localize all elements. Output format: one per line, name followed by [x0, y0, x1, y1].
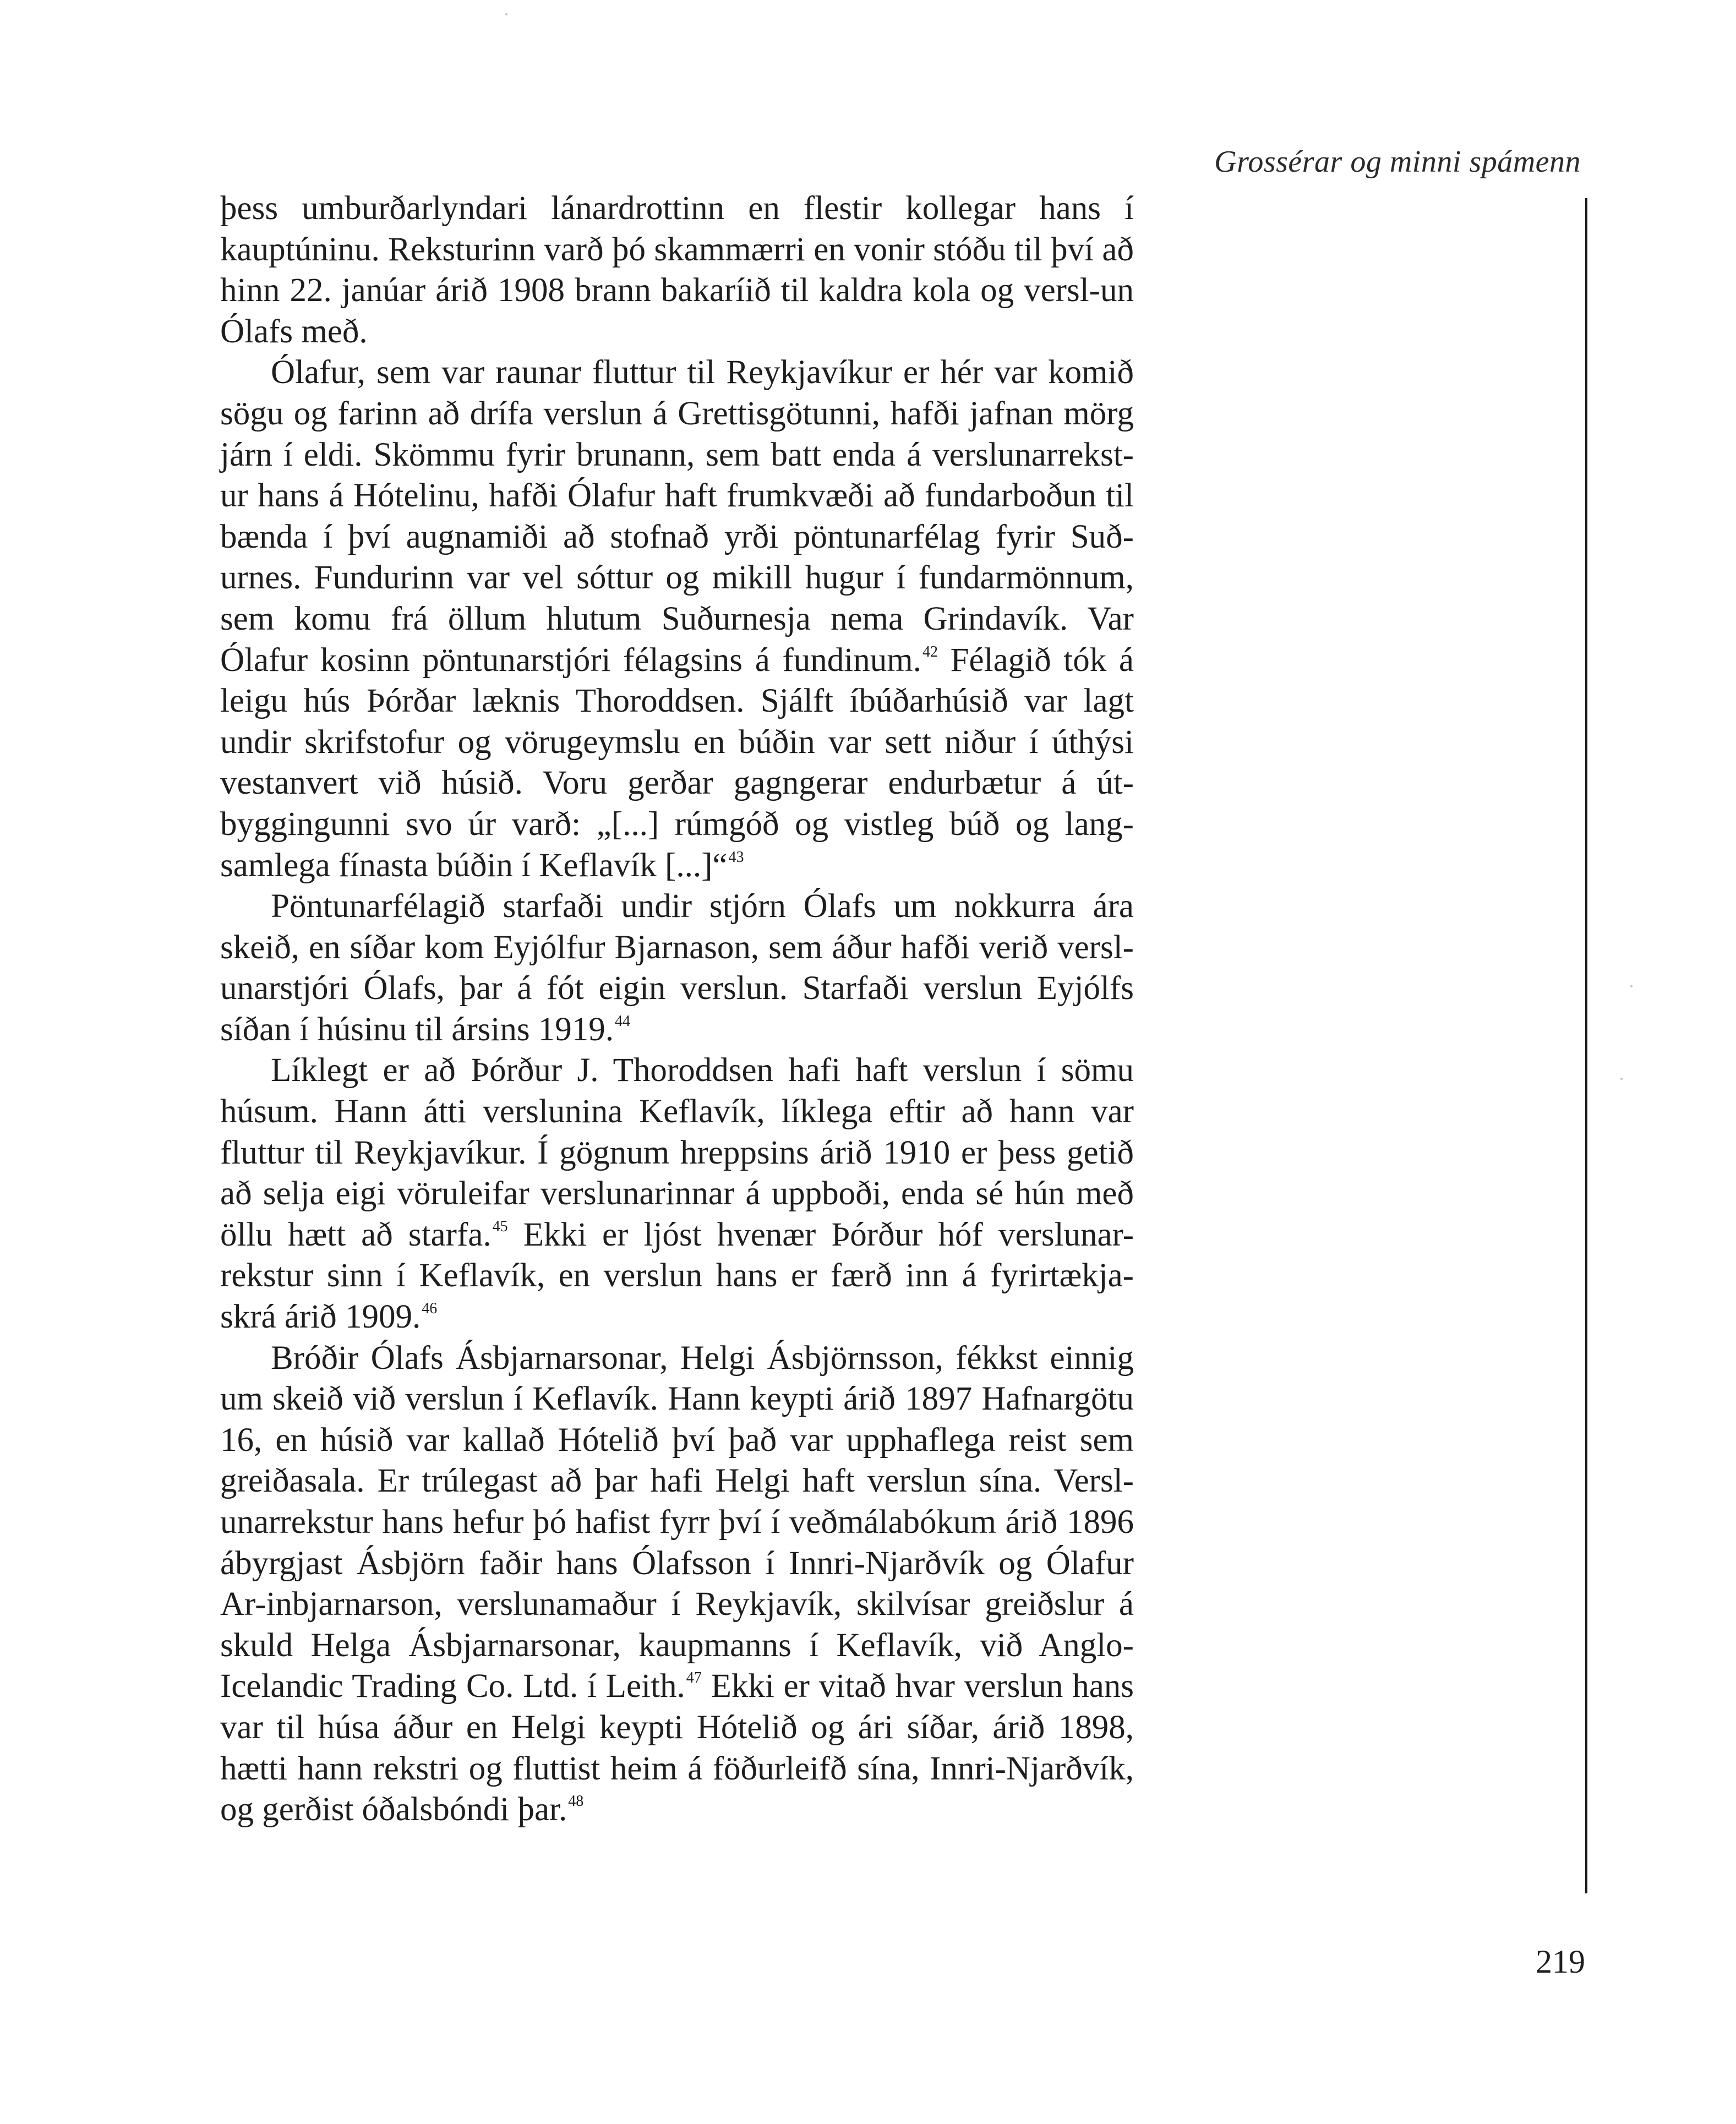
footnote-reference: 46: [422, 1300, 438, 1318]
footnote-reference: 48: [568, 1793, 584, 1810]
paragraph-text: Bróðir Ólafs Ásbjarnarsonar, Helgi Ásbjörnsson, fékkst einnig um skeið við verslun í Keflavík. Hann keypti árið 1897 Hafnargötu 16, en húsið var kallað Hótelið því það var upphaflega reist sem greiðasala. Er trúlegast að þar hafi Helgi haft verslun sína. Versl-unarrekstur hans hefur þó hafist fyrr því í veðmálabókum árið 1896 ábyrgjast Ásbjörn faðir hans Ólafsson í Innri-Njarðvík og Ólafur Ar-inbjarnarson, verslunamaður í Reykjavík, skilvísar greiðslur á skuld Helga Ásbjarnarsonar, kaupmanns í Keflavík, við Anglo-Icelandic Trading Co. Ltd. í Leith.: [220, 1339, 1134, 1705]
paragraph-text: Ekki er vitað hvar verslun hans var til húsa áður en Helgi keypti Hótelið og ári síðar, árið 1898, hætti hann rekstri og fluttist heim á föðurleifð sína, Innri-Njarðvík, og gerðist óðalsbóndi þar.: [220, 1668, 1134, 1828]
paragraph: [220, 1338, 1134, 1831]
running-head: Grossérar og minni spámenn: [1214, 145, 1581, 179]
paper-speck: [505, 13, 507, 15]
page-number: 219: [1536, 1943, 1585, 1980]
paragraph-text: þess umburðarlyndari lánardrottinn en flestir kollegar hans í kauptúninu. Reksturinn varð þó skammærri en vonir stóðu til því að hinn 22. janúar árið 1908 brann bakaríið til kaldra kola og versl-un Ólafs með.: [220, 190, 1134, 350]
margin-rule: [1585, 198, 1587, 1893]
paragraph: [220, 886, 1134, 1050]
paragraph-text: Ólafur, sem var raunar fluttur til Reykjavíkur er hér var komið sögu og farinn að drífa verslun á Grettisgötunni, hafði jafnan mörg járn í eldi. Skömmu fyrir brunann, sem batt enda á verslunarrekst-ur hans á Hótelinu, hafði Ólafur haft frumkvæði að fundarboðun til bænda í því augnamiði að stofnað yrði pöntunarfélag fyrir Suð-urnes. Fundurinn var vel sóttur og mikill hugur í fundarmönnum, sem komu frá öllum hlutum Suðurnesja nema Grindavík. Var Ólafur kosinn pöntunarstjóri félagsins á fundinum.: [220, 354, 1134, 679]
paragraph: [220, 1050, 1134, 1337]
paragraph-text: Líklegt er að Þórður J. Thoroddsen hafi haft verslun í sömu húsum. Hann átti verslunina Keflavík, líklega eftir að hann var fluttur til Reykjavíkur. Í gögnum hreppsins árið 1910 er þess getið að selja eigi vöruleifar verslunarinnar á uppboði, enda sé hún með öllu hætt að starfa.: [220, 1052, 1134, 1253]
paper-speck: [1620, 1078, 1623, 1080]
paragraph: [220, 188, 1134, 352]
paragraph-text: Ekki er ljóst hvenær Þórður hóf verslunar-rekstur sinn í Keflavík, en verslun hans er færð inn á fyrirtækja-skrá árið 1909.: [220, 1216, 1134, 1336]
paragraph-text: Pöntunarfélagið starfaði undir stjórn Ólafs um nokkurra ára skeið, en síðar kom Eyjólfur Bjarnason, sem áður hafði verið versl-unarstjóri Ólafs, þar á fót eigin verslun. Starfaði verslun Eyjólfs síðan í húsinu til ársins 1919.: [220, 888, 1134, 1048]
footnote-reference: 43: [728, 848, 744, 866]
footnote-reference: 42: [922, 643, 938, 660]
footnote-reference: 44: [615, 1012, 631, 1030]
paper-speck: [1630, 985, 1633, 987]
body-text: [220, 188, 1134, 1831]
paragraph: [220, 352, 1134, 886]
paragraph-text: Félagið tók á leigu hús Þórðar læknis Thoroddsen. Sjálft íbúðarhúsið var lagt undir skrifstofur og vörugeymslu en búðin var sett niður í úthýsi vestanvert við húsið. Voru gerðar gagngerar endurbætur á út-byggingunni svo úr varð: „[...] rúmgóð og vistleg búð og lang-samlega fínasta búðin í Keflavík [...]“: [220, 641, 1134, 884]
footnote-reference: 45: [492, 1217, 508, 1235]
footnote-reference: 47: [686, 1669, 702, 1687]
